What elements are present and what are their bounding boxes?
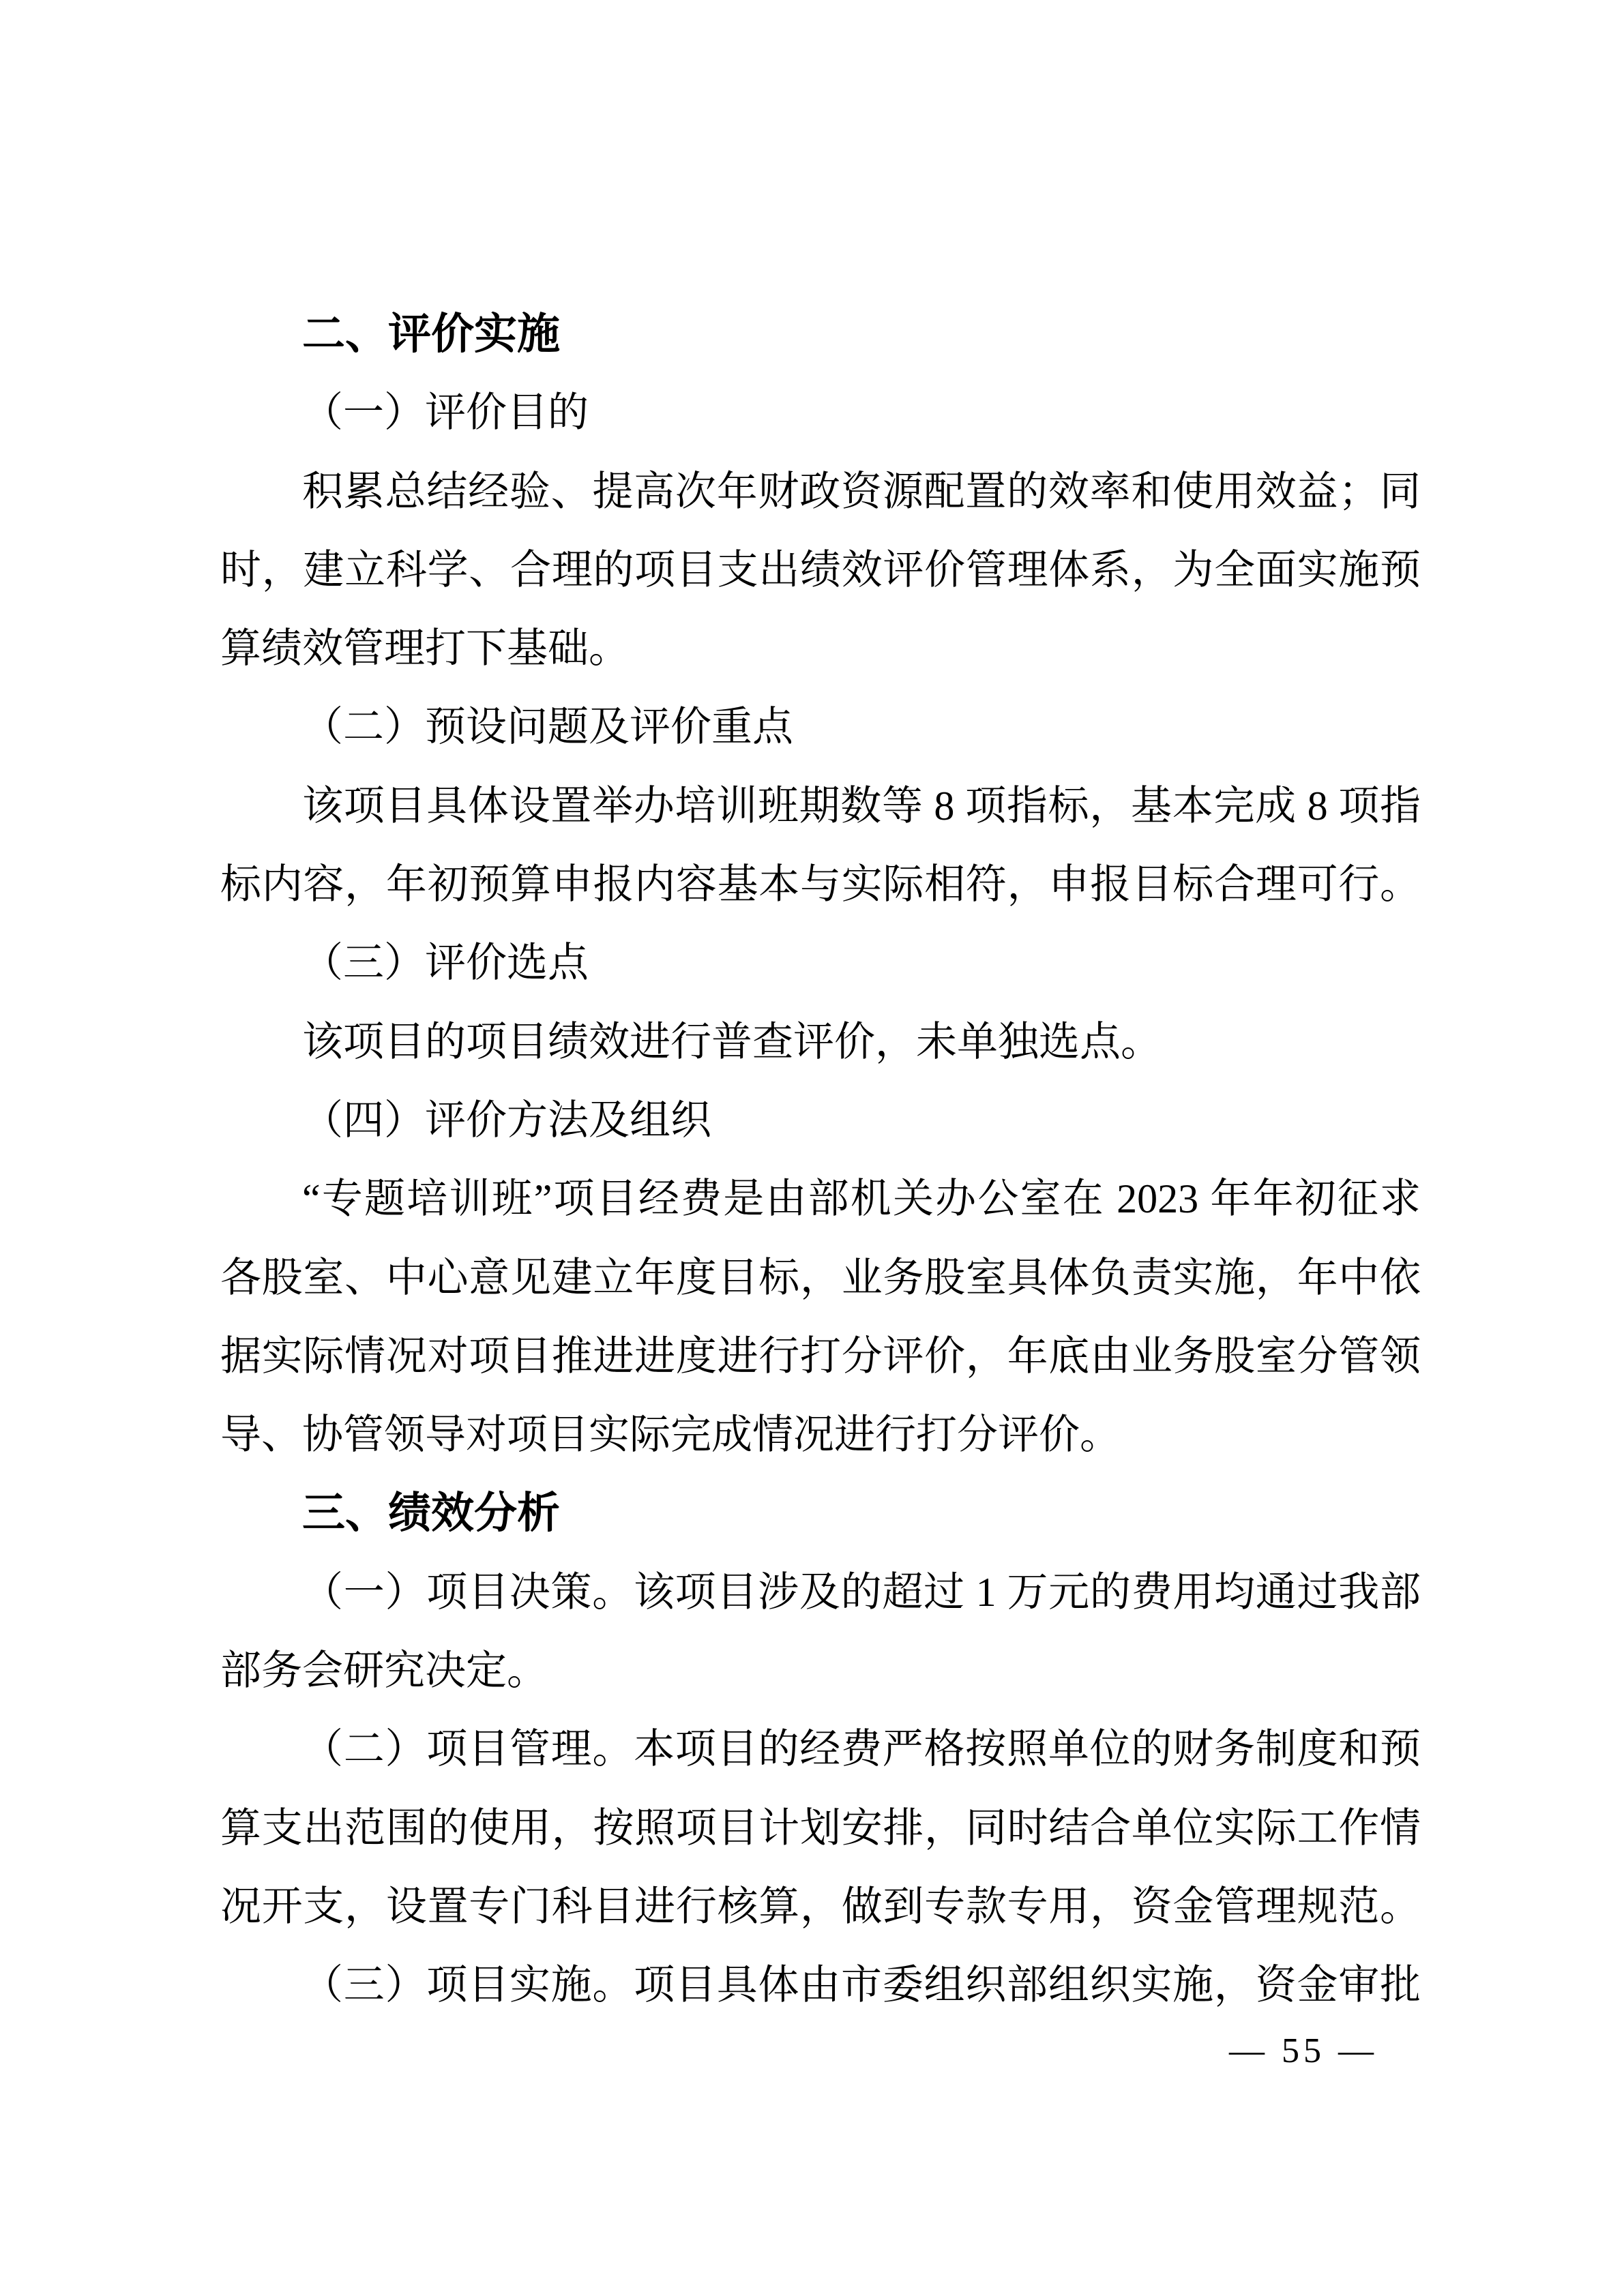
paragraph-line <box>220 1003 1421 1082</box>
paragraph-line-text: 标内容，年初预算申报内容基本与实际相符，申报目标合理可行。 <box>220 862 1421 908</box>
subheading-ii-3 <box>220 924 1421 1002</box>
paragraph-line <box>220 1317 1421 1396</box>
paragraph-line <box>220 531 1421 610</box>
paragraph-line <box>220 1946 1421 2025</box>
section-heading-iii <box>220 1474 1421 1553</box>
subheading-ii-4 <box>220 1082 1421 1160</box>
paragraph-line-text: 时，建立科学、合理的项目支出绩效评价管理体系，为全面实施预 <box>220 547 1421 593</box>
paragraph-line <box>220 1396 1421 1474</box>
paragraph-line <box>220 767 1421 846</box>
paragraph-line <box>220 1868 1421 1946</box>
paragraph-line <box>220 1160 1421 1238</box>
section-heading-ii <box>220 295 1421 374</box>
paragraph-line <box>220 453 1421 531</box>
paragraph-line-text: （二）项目管理。 <box>302 1725 634 1774</box>
subheading-ii-2 <box>220 688 1421 766</box>
paragraph-line-text: 况开支，设置专门科目进行核算，做到专款专用，资金管理规范。 <box>220 1883 1421 1929</box>
section-heading-ii-text: 二、评价实施 <box>302 310 560 358</box>
paragraph-line-text: 该项目的项目绩效进行普查评价，未单独选点。 <box>302 1019 1162 1064</box>
paragraph-line-text: 项目具体由市委组织部组织实施，资金审批 <box>634 1963 1421 2008</box>
paragraph-line-text: 各股室、中心意见建立年度目标，业务股室具体负责实施，年中依 <box>220 1255 1421 1300</box>
paragraph-line <box>220 1789 1421 1868</box>
paragraph-line-text: 据实际情况对项目推进进度进行打分评价，年底由业务股室分管领 <box>220 1333 1421 1379</box>
paragraph-line <box>220 1553 1421 1632</box>
paragraph-line <box>220 1239 1421 1317</box>
paragraph-line-text: “专题培训班”项目经费是由部机关办公室在 2023 年年初征求 <box>302 1176 1421 1222</box>
paragraph-line <box>220 1710 1421 1789</box>
subheading-ii-2-text: （二）预设问题及评价重点 <box>302 703 793 751</box>
paragraph-line <box>220 1632 1421 1710</box>
paragraph-line-text: 该项目具体设置举办培训班期数等 8 项指标，基本完成 8 项指 <box>302 783 1421 829</box>
paragraph-line-text: 积累总结经验、提高次年财政资源配置的效率和使用效益；同 <box>302 468 1421 514</box>
paragraph-line-text: 算绩效管理打下基础。 <box>220 626 630 672</box>
paragraph-line-text: 算支出范围的使用，按照项目计划安排，同时结合单位实际工作情 <box>220 1805 1421 1851</box>
paragraph-line-text: 导、协管领导对项目实际完成情况进行打分评价。 <box>220 1412 1121 1458</box>
subheading-ii-1-text: （一）评价目的 <box>302 389 589 437</box>
paragraph-line-text: 该项目涉及的超过 1 万元的费用均通过我部 <box>633 1569 1421 1615</box>
section-heading-iii-text: 三、绩效分析 <box>302 1489 560 1538</box>
paragraph-line-text: （一）项目决策。 <box>302 1568 634 1616</box>
subheading-ii-3-text: （三）评价选点 <box>302 939 589 987</box>
paragraph-line-text: 部务会研究决定。 <box>220 1648 548 1694</box>
page-number: — 55 — <box>1229 2031 1378 2070</box>
subheading-ii-1 <box>220 374 1421 452</box>
subheading-ii-4-text: （四）评价方法及组织 <box>302 1096 711 1144</box>
paragraph-line <box>220 610 1421 688</box>
paragraph-line-text: （三）项目实施。 <box>302 1961 634 2010</box>
document-text-block <box>220 295 1421 2025</box>
paragraph-line <box>220 846 1421 924</box>
paragraph-line-text: 本项目的经费严格按照单位的财务制度和预 <box>634 1727 1421 1772</box>
